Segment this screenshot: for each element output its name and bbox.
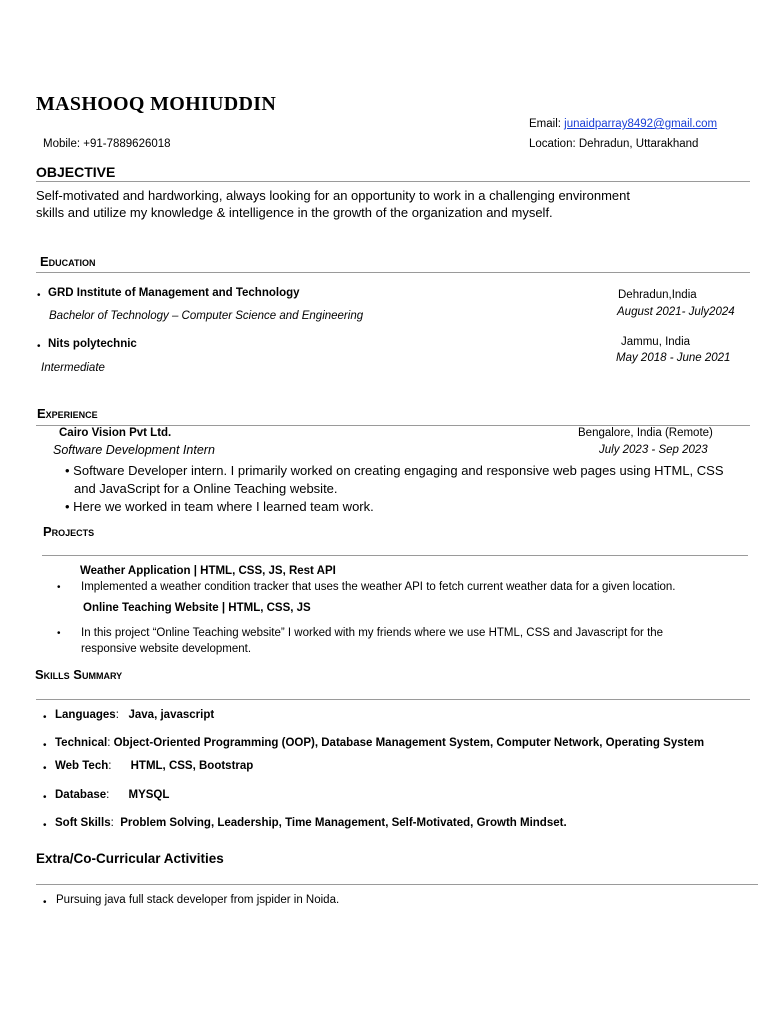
experience-company: Cairo Vision Pvt Ltd.	[59, 427, 172, 439]
skill-sep: :	[108, 760, 131, 772]
education-place: Jammu, India	[621, 336, 691, 348]
skill-line	[55, 789, 169, 801]
experience-bullet-2: • Here we worked in team where I learned team work.	[65, 499, 374, 514]
skills-divider	[36, 699, 750, 700]
skill-sep: :	[106, 789, 129, 801]
education-divider	[36, 272, 750, 273]
skill-line	[55, 817, 567, 829]
experience-bullet-1-line-2: and JavaScript for a Online Teaching website.	[74, 481, 338, 496]
skill-label: Database	[55, 789, 107, 801]
education-place: Dehradun,India	[618, 289, 697, 301]
project-title: Weather Application | HTML, CSS, JS, Rest API	[80, 565, 336, 577]
education-degree: Bachelor of Technology – Computer Science and Engineering	[49, 310, 364, 322]
skill-value: Object-Oriented Programming (OOP), Database Management System, Computer Network, Operating System	[113, 737, 705, 749]
bullet-icon: •	[43, 740, 47, 751]
email-link[interactable]: junaidparray8492@gmail.com	[564, 118, 718, 130]
mobile-text: Mobile: +91-7889626018	[43, 138, 171, 150]
education-institution: GRD Institute of Management and Technology	[48, 287, 300, 299]
project-desc-line-1: Implemented a weather condition tracker that uses the weather API to fetch current weather data for a given location.	[81, 581, 676, 593]
objective-line-1: Self-motivated and hardworking, always looking for an opportunity to work in a challenging environment	[36, 188, 630, 203]
bullet-icon: •	[37, 290, 41, 301]
email-line	[529, 118, 717, 130]
experience-bullet-1-line-1: • Software Developer intern. I primarily worked on creating engaging and responsive web pages using HTML, CSS	[65, 463, 724, 478]
extra-heading: Extra/Co-Curricular Activities	[36, 851, 224, 866]
bullet-icon: •	[37, 341, 41, 352]
objective-divider	[36, 181, 750, 182]
skill-label: Technical	[55, 737, 108, 749]
experience-divider	[36, 425, 750, 426]
project-desc-line-1: In this project “Online Teaching website” I worked with my friends where we use HTML, CSS and Javascript for the	[81, 627, 664, 639]
experience-role: Software Development Intern	[53, 443, 215, 457]
extra-divider	[36, 884, 758, 885]
skill-sep: :	[107, 737, 114, 749]
email-label: Email:	[529, 118, 561, 130]
education-dates: August 2021- July2024	[617, 306, 735, 318]
extra-item-text: Pursuing java full stack developer from jspider in Noida.	[56, 894, 340, 906]
skill-line	[55, 760, 253, 772]
skills-heading: Skills Summary	[35, 667, 123, 682]
bullet-icon: •	[57, 628, 61, 639]
projects-heading: Projects	[43, 524, 95, 539]
project-desc-line-2: responsive website development.	[81, 643, 252, 655]
education-heading: Education	[40, 254, 96, 269]
bullet-icon: •	[43, 763, 47, 774]
skill-line	[55, 709, 214, 721]
skill-label: Languages	[55, 709, 116, 721]
skill-label: Web Tech	[55, 760, 109, 772]
skill-label: Soft Skills	[55, 817, 111, 829]
skill-value: HTML, CSS, Bootstrap	[130, 760, 254, 772]
education-institution: Nits polytechnic	[48, 338, 137, 350]
objective-heading: OBJECTIVE	[36, 164, 116, 180]
bullet-icon: •	[43, 792, 47, 803]
objective-line-2: skills and utilize my knowledge & intelligence in the growth of the organization and myself.	[36, 205, 553, 220]
skill-sep: :	[110, 817, 121, 829]
skill-value: Problem Solving, Leadership, Time Management, Self-Motivated, Growth Mindset.	[120, 817, 567, 829]
education-degree: Intermediate	[41, 362, 105, 374]
bullet-icon: •	[57, 582, 61, 593]
skill-value: Java, javascript	[128, 709, 215, 721]
experience-place: Bengalore, India (Remote)	[578, 427, 713, 439]
bullet-icon: •	[43, 897, 47, 908]
education-dates: May 2018 - June 2021	[616, 352, 731, 364]
experience-heading: Experience	[37, 406, 98, 421]
bullet-icon: •	[43, 712, 47, 723]
experience-dates: July 2023 - Sep 2023	[599, 444, 708, 456]
skill-line	[55, 737, 704, 749]
project-title: Online Teaching Website | HTML, CSS, JS	[83, 602, 311, 614]
projects-divider	[42, 555, 748, 556]
skill-sep: :	[115, 709, 129, 721]
location-text: Location: Dehradun, Uttarakhand	[529, 138, 699, 150]
skill-value: MYSQL	[128, 789, 170, 801]
bullet-icon: •	[43, 820, 47, 831]
candidate-name: MASHOOQ MOHIUDDIN	[36, 93, 277, 115]
